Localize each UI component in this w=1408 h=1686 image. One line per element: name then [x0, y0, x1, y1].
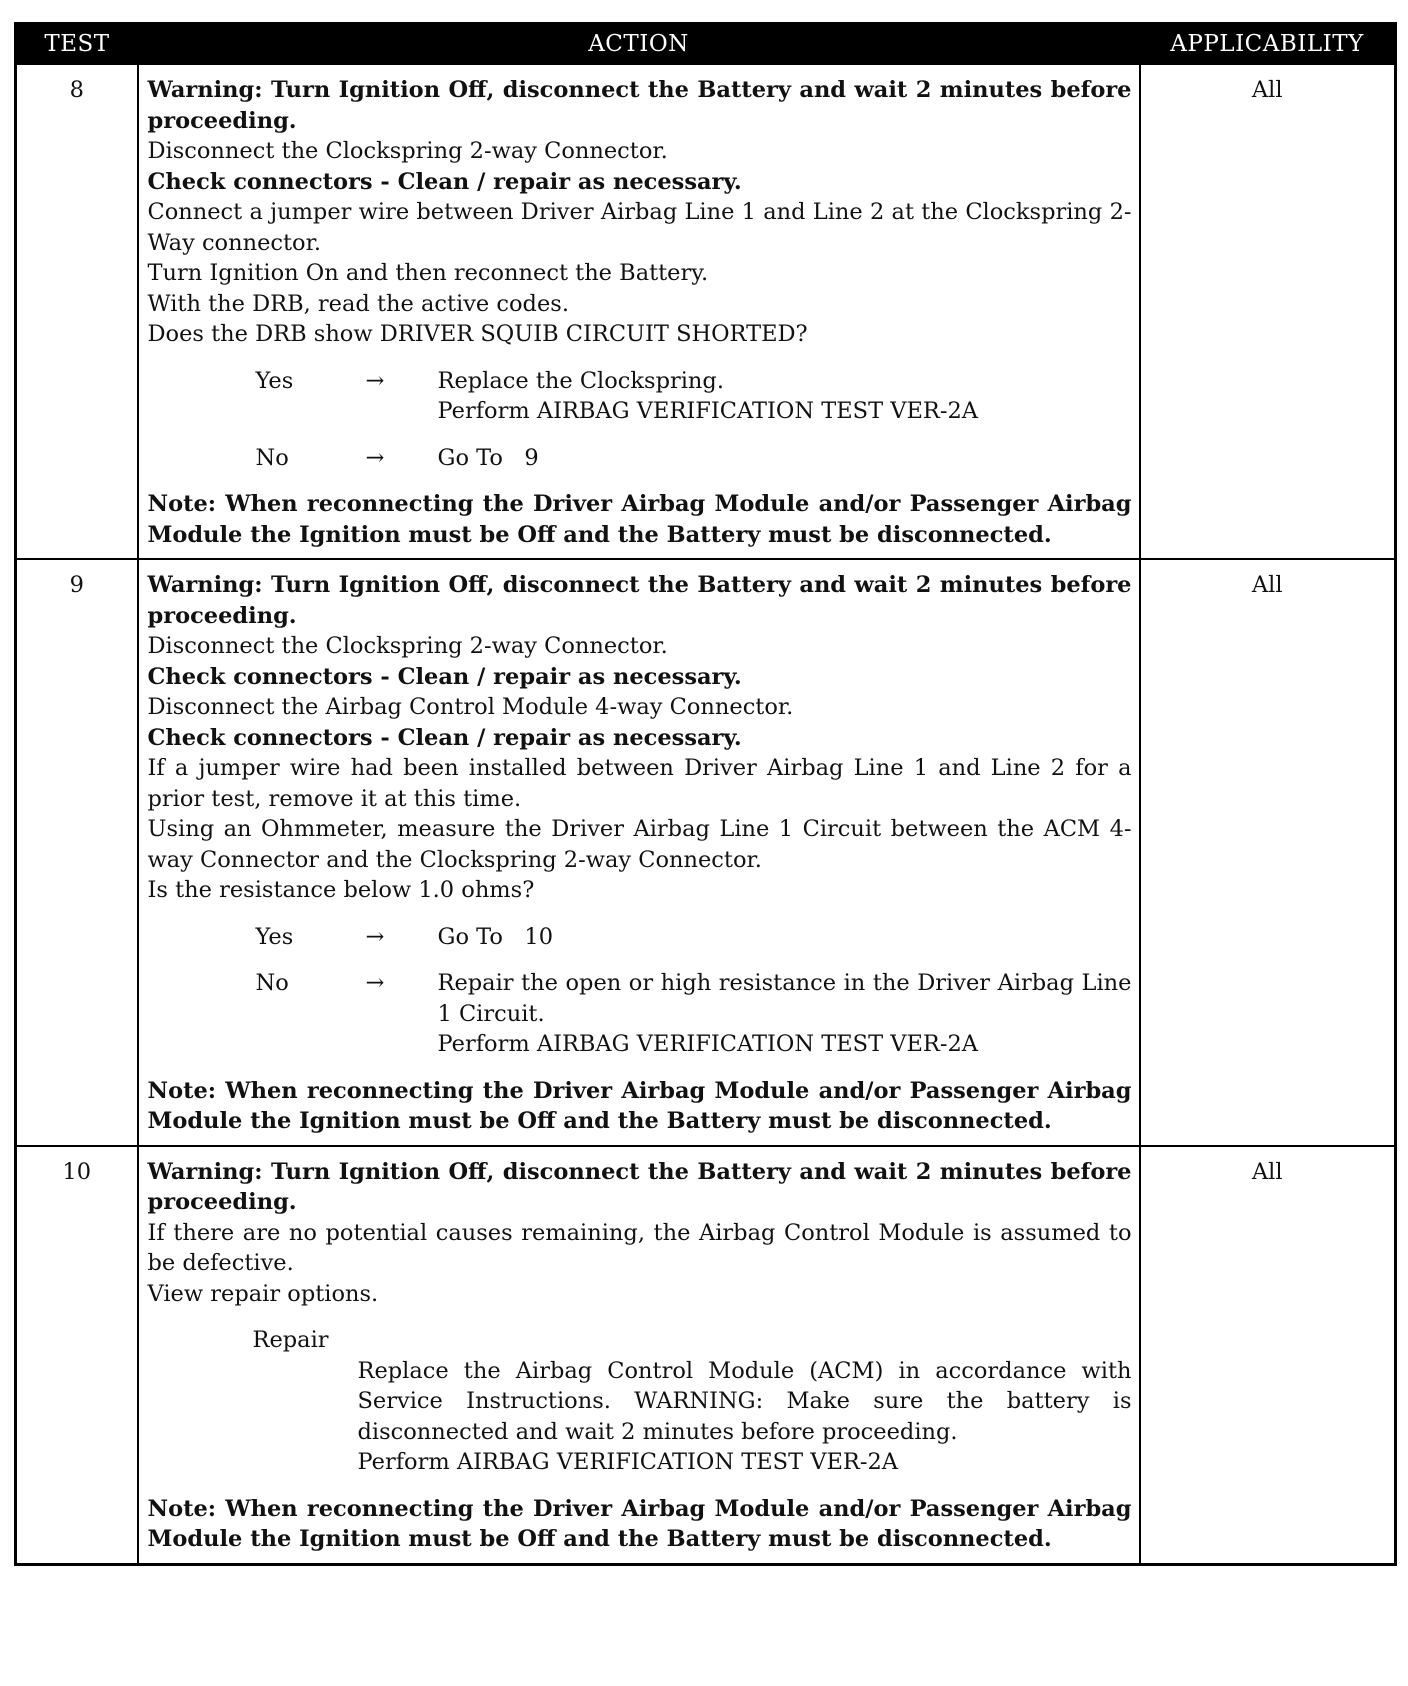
response-answer: Yes — [255, 367, 294, 394]
table-row-test-10 — [16, 1146, 1396, 1565]
action-line: If there are no potential causes remaining, the Airbag Control Module is assumed to be defective. — [147, 1219, 1132, 1276]
test-number: 10 — [16, 1146, 138, 1565]
note-text: Note: When reconnecting the Driver Airbag Module and/or Passenger Airbag Module the Ignition must be Off and the Battery must be disconnected. — [147, 491, 1132, 548]
action-line: With the DRB, read the active codes. — [147, 290, 569, 317]
response-no — [148, 443, 1132, 474]
warning-text: Warning: Turn Ignition Off, disconnect the Battery and wait 2 minutes before proceeding. — [147, 77, 1132, 134]
response-line: Perform AIRBAG VERIFICATION TEST VER-2A — [437, 1031, 979, 1057]
warning-text: Warning: Turn Ignition Off, disconnect the Battery and wait 2 minutes before proceeding. — [147, 572, 1132, 629]
action-line: Disconnect the Clockspring 2-way Connector. — [147, 138, 668, 164]
response-answer: Yes — [255, 923, 294, 950]
applicability-value: All — [1140, 64, 1396, 559]
action-line: Is the resistance below 1.0 ohms? — [147, 877, 535, 903]
action-cell — [138, 64, 1140, 559]
response-result — [438, 366, 1132, 427]
action-cell — [138, 559, 1140, 1146]
action-line: Connect a jumper wire between Driver Airbag Line 1 and Line 2 at the Clockspring 2-Way connector. — [147, 199, 1132, 256]
response-answer: No — [255, 970, 289, 996]
response-line: Repair the open or high resistance in the Driver Airbag Line 1 Circuit. — [437, 970, 1132, 1027]
response-result: Go To 10 — [437, 923, 554, 950]
arrow-icon: → — [365, 923, 385, 950]
repair-label: Repair — [252, 1327, 329, 1353]
test-number: 8 — [16, 64, 138, 559]
responses — [148, 366, 1132, 474]
header-action: ACTION — [138, 24, 1140, 65]
action-cell — [138, 1146, 1140, 1565]
response-answer: No — [255, 444, 289, 471]
diagnostic-page — [14, 22, 1394, 1566]
arrow-icon: → — [365, 970, 385, 996]
arrow-icon: → — [365, 367, 385, 394]
table-row-test-8 — [16, 64, 1396, 559]
note-text: Note: When reconnecting the Driver Airbag Module and/or Passenger Airbag Module the Ignition must be Off and the Battery must be disconnected. — [147, 1495, 1132, 1552]
action-line: Turn Ignition On and then reconnect the Battery. — [147, 260, 709, 286]
header-test: TEST — [16, 24, 138, 65]
warning-text: Warning: Turn Ignition Off, disconnect the Battery and wait 2 minutes before proceeding. — [147, 1158, 1132, 1215]
response-no — [148, 968, 1132, 1060]
action-line: View repair options. — [147, 1280, 379, 1307]
action-line: If a jumper wire had been installed between Driver Airbag Line 1 and Line 2 for a prior test, remove it at this time. — [147, 755, 1132, 812]
action-line: Disconnect the Airbag Control Module 4-way Connector. — [147, 694, 794, 720]
response-result: Go To 9 — [437, 444, 539, 471]
action-line: Check connectors - Clean / repair as necessary. — [147, 168, 742, 195]
repair-body — [358, 1356, 1132, 1478]
arrow-icon: → — [365, 444, 385, 471]
action-line: Check connectors - Clean / repair as necessary. — [147, 663, 742, 690]
diagnostic-table — [14, 22, 1397, 1566]
responses — [148, 922, 1132, 1060]
response-line: Perform AIRBAG VERIFICATION TEST VER-2A — [437, 398, 979, 424]
header-applicability: APPLICABILITY — [1140, 24, 1396, 65]
action-line: Does the DRB show DRIVER SQUIB CIRCUIT SHORTED? — [147, 321, 808, 347]
note-text: Note: When reconnecting the Driver Airbag Module and/or Passenger Airbag Module the Ignition must be Off and the Battery must be disconnected. — [147, 1077, 1132, 1134]
applicability-value: All — [1140, 559, 1396, 1146]
repair-line: Perform AIRBAG VERIFICATION TEST VER-2A — [357, 1449, 899, 1475]
test-number: 9 — [16, 559, 138, 1146]
response-yes — [148, 366, 1132, 427]
action-line: Using an Ohmmeter, measure the Driver Airbag Line 1 Circuit between the ACM 4-way Connector and the Clockspring 2-way Connector. — [147, 816, 1132, 873]
repair-line: Replace the Airbag Control Module (ACM) in accordance with Service Instructions. WARNING: Make sure the battery is disconnected and wait 2 minutes before proceeding. — [357, 1357, 1132, 1445]
table-row-test-9 — [16, 559, 1396, 1146]
response-line: Replace the Clockspring. — [437, 367, 724, 394]
response-yes — [148, 922, 1132, 953]
response-result — [438, 968, 1132, 1060]
action-line: Check connectors - Clean / repair as necessary. — [147, 724, 742, 751]
table-header-row — [16, 24, 1396, 65]
applicability-value: All — [1140, 1146, 1396, 1565]
action-line: Disconnect the Clockspring 2-way Connector. — [147, 633, 668, 659]
